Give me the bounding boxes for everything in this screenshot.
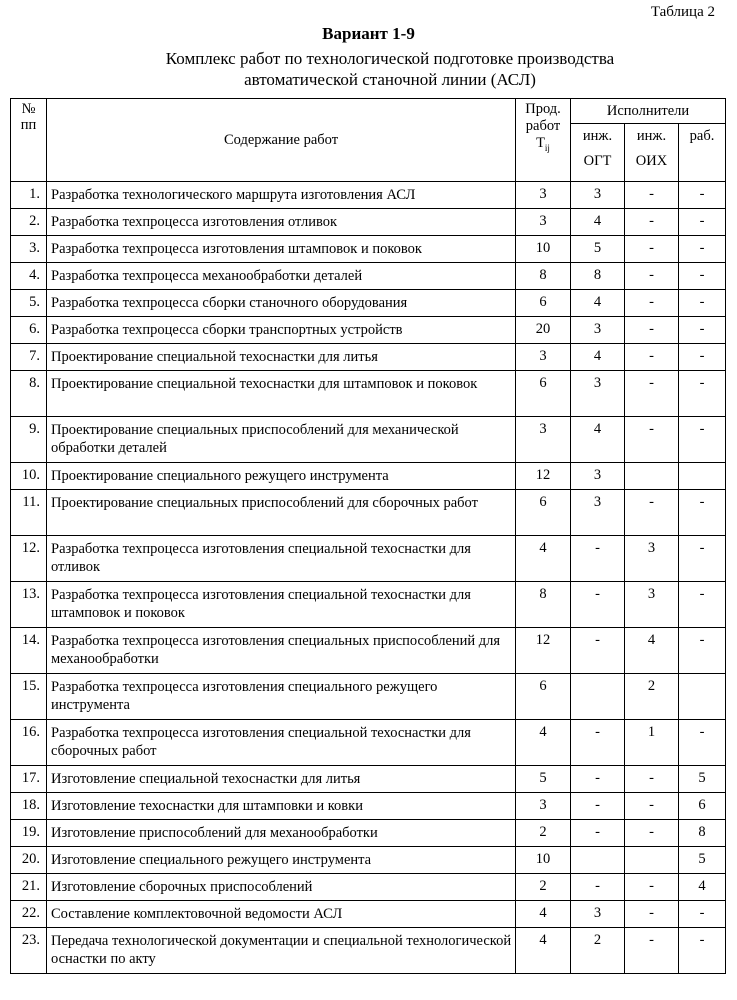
table-number-label: Таблица 2 xyxy=(650,4,715,20)
header-number-line2: пп xyxy=(20,117,37,133)
header-number-line1: № xyxy=(21,101,36,117)
row-content: Передача технологической документации и специальной технологической оснастки по акту xyxy=(47,928,516,974)
row-workers: - xyxy=(679,263,726,290)
row-number: 1. xyxy=(11,182,47,209)
table-row xyxy=(11,317,726,344)
row-number: 4. xyxy=(11,263,47,290)
header-ogt-line2: ОГТ xyxy=(583,153,612,169)
row-number: 8. xyxy=(11,371,47,417)
row-workers: 8 xyxy=(679,820,726,847)
row-duration: 10 xyxy=(516,847,571,874)
row-duration: 3 xyxy=(516,209,571,236)
row-workers: - xyxy=(679,290,726,317)
row-ogt: 3 xyxy=(571,371,625,417)
row-ogt: 2 xyxy=(571,928,625,974)
row-number: 5. xyxy=(11,290,47,317)
row-content: Изготовление специального режущего инструмента xyxy=(47,847,516,874)
header-duration xyxy=(516,99,571,182)
row-content: Разработка техпроцесса сборки станочного оборудования xyxy=(47,290,516,317)
table-row xyxy=(11,490,726,536)
row-duration: 6 xyxy=(516,371,571,417)
row-duration: 3 xyxy=(516,793,571,820)
row-duration: 6 xyxy=(516,490,571,536)
row-content: Изготовление сборочных приспособлений xyxy=(47,874,516,901)
row-workers: - xyxy=(679,720,726,766)
header-oih-line1: инж. xyxy=(636,128,667,144)
row-ogt: 3 xyxy=(571,490,625,536)
row-content: Разработка техпроцесса изготовления штамповок и поковок xyxy=(47,236,516,263)
table-row xyxy=(11,536,726,582)
row-oih: - xyxy=(625,490,679,536)
row-content: Изготовление приспособлений для механообработки xyxy=(47,820,516,847)
row-ogt xyxy=(571,674,625,720)
table-row xyxy=(11,874,726,901)
row-oih xyxy=(625,463,679,490)
row-ogt: 8 xyxy=(571,263,625,290)
row-duration: 5 xyxy=(516,766,571,793)
row-ogt: - xyxy=(571,720,625,766)
table-row xyxy=(11,720,726,766)
table-row xyxy=(11,674,726,720)
row-workers: 5 xyxy=(679,766,726,793)
header-oih-line2: ОИХ xyxy=(635,153,668,169)
row-ogt: 4 xyxy=(571,344,625,371)
row-oih: - xyxy=(625,820,679,847)
row-duration: 3 xyxy=(516,182,571,209)
row-oih: 4 xyxy=(625,628,679,674)
table-row xyxy=(11,847,726,874)
row-workers xyxy=(679,674,726,720)
header-duration-symbol: T xyxy=(536,135,545,151)
row-duration: 8 xyxy=(516,582,571,628)
row-content: Проектирование специальных приспособлений для механической обработки деталей xyxy=(47,417,516,463)
row-ogt: 3 xyxy=(571,463,625,490)
row-duration: 12 xyxy=(516,628,571,674)
row-ogt: - xyxy=(571,874,625,901)
document-subtitle xyxy=(60,48,720,90)
row-duration: 10 xyxy=(516,236,571,263)
row-workers: - xyxy=(679,417,726,463)
row-duration: 12 xyxy=(516,463,571,490)
row-oih: - xyxy=(625,344,679,371)
row-oih: - xyxy=(625,236,679,263)
row-ogt: - xyxy=(571,628,625,674)
row-number: 7. xyxy=(11,344,47,371)
row-ogt: 3 xyxy=(571,182,625,209)
row-workers: - xyxy=(679,582,726,628)
row-duration: 3 xyxy=(516,344,571,371)
table-row xyxy=(11,371,726,417)
row-duration: 6 xyxy=(516,674,571,720)
row-workers: - xyxy=(679,536,726,582)
table-row xyxy=(11,628,726,674)
row-workers: - xyxy=(679,901,726,928)
table-body xyxy=(11,182,726,974)
table-row xyxy=(11,820,726,847)
table-row xyxy=(11,236,726,263)
row-duration: 4 xyxy=(516,720,571,766)
header-ogt-line1: инж. xyxy=(582,128,613,144)
row-number: 14. xyxy=(11,628,47,674)
row-ogt: 4 xyxy=(571,209,625,236)
table-row xyxy=(11,417,726,463)
row-content: Проектирование специального режущего инструмента xyxy=(47,463,516,490)
table-header xyxy=(11,99,726,182)
row-content: Проектирование специальных приспособлений для сборочных работ xyxy=(47,490,516,536)
row-content: Проектирование специальной техоснастки для литья xyxy=(47,344,516,371)
row-number: 17. xyxy=(11,766,47,793)
row-oih: - xyxy=(625,317,679,344)
header-duration-subscript: ij xyxy=(544,142,550,153)
row-content: Проектирование специальной техоснастки для штамповок и поковок xyxy=(47,371,516,417)
row-ogt: - xyxy=(571,536,625,582)
row-workers: - xyxy=(679,490,726,536)
row-number: 18. xyxy=(11,793,47,820)
table-row xyxy=(11,901,726,928)
row-number: 9. xyxy=(11,417,47,463)
row-number: 20. xyxy=(11,847,47,874)
row-number: 23. xyxy=(11,928,47,974)
row-number: 12. xyxy=(11,536,47,582)
row-duration: 2 xyxy=(516,874,571,901)
header-number xyxy=(11,99,47,182)
row-oih: 3 xyxy=(625,582,679,628)
row-content: Разработка техпроцесса изготовления специальной техоснастки для отливок xyxy=(47,536,516,582)
row-oih: - xyxy=(625,209,679,236)
row-oih: - xyxy=(625,874,679,901)
row-duration: 3 xyxy=(516,417,571,463)
row-number: 3. xyxy=(11,236,47,263)
row-duration: 20 xyxy=(516,317,571,344)
row-workers: - xyxy=(679,628,726,674)
row-oih: 2 xyxy=(625,674,679,720)
row-workers: - xyxy=(679,317,726,344)
row-workers: 5 xyxy=(679,847,726,874)
row-content: Изготовление техоснастки для штамповки и ковки xyxy=(47,793,516,820)
row-number: 13. xyxy=(11,582,47,628)
header-workers: раб. xyxy=(679,124,726,182)
row-ogt: - xyxy=(571,793,625,820)
row-number: 6. xyxy=(11,317,47,344)
row-workers: - xyxy=(679,928,726,974)
row-workers: 6 xyxy=(679,793,726,820)
row-oih: - xyxy=(625,766,679,793)
table-row xyxy=(11,793,726,820)
row-duration: 8 xyxy=(516,263,571,290)
row-number: 16. xyxy=(11,720,47,766)
works-table xyxy=(10,98,726,974)
table-row xyxy=(11,344,726,371)
row-content: Разработка техпроцесса механообработки деталей xyxy=(47,263,516,290)
table-row xyxy=(11,463,726,490)
row-duration: 4 xyxy=(516,901,571,928)
row-number: 21. xyxy=(11,874,47,901)
row-oih: - xyxy=(625,290,679,317)
row-oih: 1 xyxy=(625,720,679,766)
row-duration: 4 xyxy=(516,536,571,582)
row-workers: - xyxy=(679,182,726,209)
subtitle-line-1: Комплекс работ по технологической подготовке производства xyxy=(165,49,615,68)
row-number: 10. xyxy=(11,463,47,490)
row-duration: 4 xyxy=(516,928,571,974)
header-oih xyxy=(625,124,679,182)
row-oih: - xyxy=(625,417,679,463)
table-row xyxy=(11,582,726,628)
row-ogt: 3 xyxy=(571,901,625,928)
row-duration: 6 xyxy=(516,290,571,317)
table-row xyxy=(11,766,726,793)
row-ogt xyxy=(571,847,625,874)
row-ogt: - xyxy=(571,582,625,628)
row-content: Разработка техпроцесса изготовления специального режущего инструмента xyxy=(47,674,516,720)
table-row xyxy=(11,928,726,974)
row-number: 11. xyxy=(11,490,47,536)
row-number: 2. xyxy=(11,209,47,236)
row-content: Разработка техпроцесса изготовления специальных приспособлений для механообработки xyxy=(47,628,516,674)
row-duration: 2 xyxy=(516,820,571,847)
row-oih: - xyxy=(625,182,679,209)
row-number: 15. xyxy=(11,674,47,720)
row-workers: - xyxy=(679,209,726,236)
row-ogt: - xyxy=(571,766,625,793)
table-row xyxy=(11,182,726,209)
row-oih: - xyxy=(625,901,679,928)
row-ogt: - xyxy=(571,820,625,847)
row-ogt: 3 xyxy=(571,317,625,344)
row-oih: - xyxy=(625,928,679,974)
row-ogt: 4 xyxy=(571,417,625,463)
row-content: Разработка техпроцесса сборки транспортных устройств xyxy=(47,317,516,344)
row-workers: - xyxy=(679,344,726,371)
row-content: Разработка технологического маршрута изготовления АСЛ xyxy=(47,182,516,209)
header-ogt xyxy=(571,124,625,182)
row-oih: 3 xyxy=(625,536,679,582)
row-content: Изготовление специальной техоснастки для литья xyxy=(47,766,516,793)
row-ogt: 5 xyxy=(571,236,625,263)
row-content: Составление комплектовочной ведомости АСЛ xyxy=(47,901,516,928)
header-duration-line2: работ xyxy=(525,118,561,134)
variant-title: Вариант 1-9 xyxy=(322,24,415,43)
row-oih xyxy=(625,847,679,874)
row-content: Разработка техпроцесса изготовления специальной техоснастки для штамповок и поковок xyxy=(47,582,516,628)
row-oih: - xyxy=(625,263,679,290)
row-workers: - xyxy=(679,236,726,263)
row-oih: - xyxy=(625,793,679,820)
row-content: Разработка техпроцесса изготовления специальной техоснастки для сборочных работ xyxy=(47,720,516,766)
row-ogt: 4 xyxy=(571,290,625,317)
table-row xyxy=(11,290,726,317)
table-row xyxy=(11,209,726,236)
row-workers: 4 xyxy=(679,874,726,901)
row-workers xyxy=(679,463,726,490)
row-workers: - xyxy=(679,371,726,417)
row-number: 22. xyxy=(11,901,47,928)
header-content: Содержание работ xyxy=(47,99,516,182)
header-executors: Исполнители xyxy=(571,99,726,124)
row-content: Разработка техпроцесса изготовления отливок xyxy=(47,209,516,236)
header-duration-line1: Прод. xyxy=(525,101,561,117)
table-row xyxy=(11,263,726,290)
row-oih: - xyxy=(625,371,679,417)
row-number: 19. xyxy=(11,820,47,847)
subtitle-line-2: автоматической станочной линии (АСЛ) xyxy=(244,70,536,89)
